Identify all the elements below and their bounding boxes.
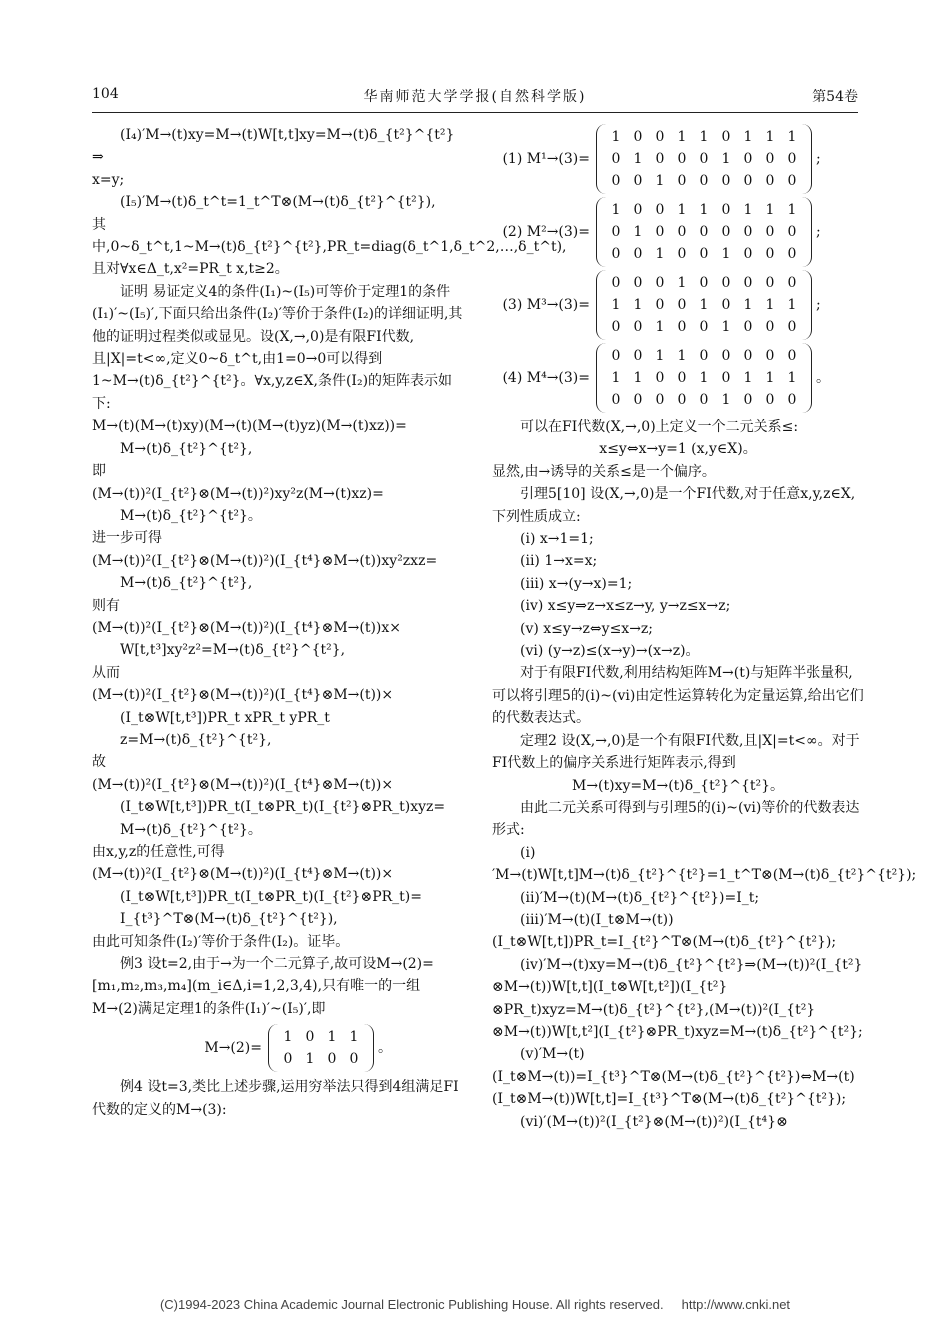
matrix-entry: 0 xyxy=(743,392,753,408)
paragraph: x≤y⇔x→y=1 (x,y∈X)。 xyxy=(599,441,757,458)
matrix-entry: 0 xyxy=(633,348,643,364)
matrix-entry: 0 xyxy=(677,246,687,262)
matrix-row xyxy=(605,389,803,411)
matrix-entry: 0 xyxy=(633,202,643,218)
matrix-entry: 0 xyxy=(787,224,797,240)
matrix-end: ; xyxy=(816,296,821,313)
matrix-entry: 0 xyxy=(349,1051,359,1068)
matrix-entry: 0 xyxy=(765,275,775,291)
page-number: 104 xyxy=(92,86,119,102)
matrix-row xyxy=(605,294,803,316)
matrix-entry: 1 xyxy=(765,129,775,145)
matrix-entry: 0 xyxy=(633,129,643,145)
matrix-entry: 0 xyxy=(699,224,709,240)
matrix-row xyxy=(605,170,803,192)
paragraph: M→(t)δ_{t²}^{t²}。 xyxy=(120,821,262,838)
matrix-entry: 0 xyxy=(655,129,665,145)
matrix-row xyxy=(605,272,803,294)
paragraph: 定理2 设(X,→,0)是一个有限FI代数,且|X|=t<∞。对于FI代数上的偏序关系进行矩阵表示,得到 xyxy=(492,732,860,772)
matrix-entry: 0 xyxy=(721,202,731,218)
matrix-entry: 0 xyxy=(611,392,621,408)
matrix-label: (2) M²→(3)= xyxy=(502,223,590,240)
paragraph: 由此二元关系可得到与引理5的(i)~(vi)等价的代数表达形式: xyxy=(492,799,860,839)
matrix-entry: 1 xyxy=(699,370,709,386)
matrix-row xyxy=(605,367,803,389)
paragraph: M→(t)δ_{t²}^{t²}。 xyxy=(120,507,262,524)
matrix-entry: 0 xyxy=(677,370,687,386)
paragraph: 从而 xyxy=(92,664,120,681)
matrix-label: (3) M³→(3)= xyxy=(502,296,590,313)
matrix-row xyxy=(605,126,803,148)
matrix-entry: 1 xyxy=(611,202,621,218)
matrix-entry: 1 xyxy=(699,129,709,145)
paragraph: M→(t)δ_{t²}^{t²}, xyxy=(120,575,253,592)
matrix-label: (1) M¹→(3)= xyxy=(502,150,590,167)
structure-matrix-2 xyxy=(492,197,864,267)
matrix-entry: 0 xyxy=(655,275,665,291)
matrix-entry: 0 xyxy=(787,173,797,189)
matrix-entry: 0 xyxy=(633,319,643,335)
matrix-entry: 1 xyxy=(743,129,753,145)
matrix-entry: 1 xyxy=(655,319,665,335)
matrix-entry: 1 xyxy=(305,1051,315,1068)
example3-matrix-end: 。 xyxy=(378,1040,392,1057)
copyright-footer xyxy=(0,1297,950,1312)
matrix-entry: 0 xyxy=(655,370,665,386)
matrix-entry: 0 xyxy=(611,224,621,240)
matrix-entry: 1 xyxy=(655,348,665,364)
matrix-entry: 0 xyxy=(633,392,643,408)
matrix-entry: 1 xyxy=(633,224,643,240)
matrix-entry: 0 xyxy=(633,275,643,291)
paragraph: (v) x≤y→z⇔y≤x→z; xyxy=(520,620,654,637)
matrix-entry: 0 xyxy=(743,319,753,335)
paragraph: 证明 易证定义4的条件(I₁)~(I₅)可等价于定理1的条件(I₁)′~(I₅)′,下面只给出条件(I₂)′等价于条件(I₂)的详细证明,其他的证明过程类似或显见。设(X,→,0)是有限FI代数,且|X|=t<∞,定义0~δ_t^t,由1=0→0可以得到1~M→(t)δ_{t²}^{t²}。∀x,y,z∈X,条件(I₂)的矩阵表示如下: xyxy=(92,283,463,412)
matrix-entry: 0 xyxy=(611,348,621,364)
matrix-entry: 1 xyxy=(677,202,687,218)
matrix-entry: 1 xyxy=(633,297,643,313)
matrix-entry: 0 xyxy=(655,224,665,240)
matrix-entry: 0 xyxy=(677,224,687,240)
matrix-entry: 0 xyxy=(677,297,687,313)
matrix-entry: 1 xyxy=(677,275,687,291)
matrix-row xyxy=(605,199,803,221)
paragraph: 其中,0~δ_t^t,1~M→(t)δ_{t²}^{t²},PR_t=diag(δ_t^1,δ_t^2,…,δ_t^t), xyxy=(92,216,567,256)
paragraph: 即 xyxy=(92,463,106,480)
matrix-entry: 0 xyxy=(633,173,643,189)
paragraph: W[t,t³]xy²z²=M→(t)δ_{t²}^{t²}, xyxy=(120,642,346,659)
matrix-entry: 0 xyxy=(787,246,797,262)
matrix-entry: 0 xyxy=(743,275,753,291)
paragraph: (M→(t))²(I_{t²}⊗(M→(t))²)(I_{t⁴}⊗M→(t))x× xyxy=(92,619,402,636)
paragraph: M→(t)δ_{t²}^{t²}, xyxy=(120,440,253,457)
paragraph: 对于有限FI代数,利用结构矩阵M→(t)与矩阵半张量积,可以将引理5的(i)~(vi)由定性运算转化为定量运算,给出它们的代数表达式。 xyxy=(492,665,864,727)
matrix-entry: 0 xyxy=(611,275,621,291)
matrix-entry: 0 xyxy=(611,151,621,167)
paragraph: (iii) x→(y→x)=1; xyxy=(520,575,633,592)
paragraph: (v)′M→(t)(I_t⊗M→(t))=I_{t³}^T⊗(M→(t)δ_{t²}^{t²})⇔M→(t)(I_t⊗M→(t))W[t,t]=I_{t³}^T⊗(M→(t)δ_{t²}^{t²}); xyxy=(492,1046,855,1108)
matrix-entry: 1 xyxy=(699,297,709,313)
matrix-entry: 0 xyxy=(765,246,775,262)
structure-matrix-3 xyxy=(492,270,864,340)
matrix-entry: 1 xyxy=(677,129,687,145)
matrix-entry: 0 xyxy=(655,297,665,313)
matrix-entry: 0 xyxy=(765,392,775,408)
paragraph: (M→(t))²(I_{t²}⊗(M→(t))²)(I_{t⁴}⊗M→(t))× xyxy=(92,866,394,883)
copyright-text: (C)1994-2023 China Academic Journal Electronic Publishing House. All rights reserved. xyxy=(159,1297,664,1312)
matrix-entry: 0 xyxy=(611,246,621,262)
matrix-entry: 1 xyxy=(787,297,797,313)
matrix-entry: 0 xyxy=(699,151,709,167)
paragraph: (M→(t))²(I_{t²}⊗(M→(t))²)(I_{t⁴}⊗M→(t))× xyxy=(92,687,394,704)
paragraph: (I_t⊗W[t,t³])PR_t(I_t⊗PR_t)(I_{t²}⊗PR_t)xyz= xyxy=(120,799,446,816)
paragraph: M→(t)(M→(t)xy)(M→(t)(M→(t)yz)(M→(t)xz))= xyxy=(92,418,407,435)
matrix-entry: 0 xyxy=(765,348,775,364)
matrix-entry: 0 xyxy=(743,348,753,364)
paragraph: 故 xyxy=(92,754,106,771)
paragraph: 显然,由→诱导的关系≤是一个偏序。 xyxy=(492,463,716,480)
journal-title: 华南师范大学学报(自然科学版) xyxy=(363,89,587,105)
matrix-entry: 1 xyxy=(743,202,753,218)
paragraph: 由x,y,z的任意性,可得 xyxy=(92,844,225,860)
paragraph: (I_t⊗W[t,t³])PR_t(I_t⊗PR_t)(I_{t²}⊗PR_t)= xyxy=(120,888,422,905)
matrix-entry: 0 xyxy=(721,224,731,240)
matrix-entry: 1 xyxy=(327,1029,337,1046)
matrix-entry: 0 xyxy=(721,173,731,189)
matrix-end: ; xyxy=(816,150,821,167)
paragraph: (M→(t))²(I_{t²}⊗(M→(t))²)xy²z(M→(t)xz)= xyxy=(92,485,384,502)
paragraph: 进一步可得 xyxy=(92,530,162,547)
paragraph: x=y; xyxy=(92,171,125,188)
matrix-entry: 0 xyxy=(611,173,621,189)
paragraph: (vi)′(M→(t))²(I_{t²}⊗(M→(t))²)(I_{t⁴}⊗ xyxy=(520,1113,788,1130)
matrix-entry: 0 xyxy=(699,246,709,262)
paragraph: (ii) 1→x=x; xyxy=(520,553,598,570)
matrix-entry: 1 xyxy=(677,348,687,364)
matrix-entry: 0 xyxy=(305,1029,315,1046)
matrix-entry: 1 xyxy=(349,1029,359,1046)
matrix-entry: 1 xyxy=(787,202,797,218)
matrix-entry: 0 xyxy=(765,173,775,189)
matrix-entry: 1 xyxy=(611,370,621,386)
paragraph: 则有 xyxy=(92,597,120,614)
paragraph: (M→(t))²(I_{t²}⊗(M→(t))²)(I_{t⁴}⊗M→(t))xy²zxz= xyxy=(92,552,438,569)
paragraph: (iii)′M→(t)(I_t⊗M→(t))(I_t⊗W[t,t])PR_t=I_{t²}^T⊗(M→(t)δ_{t²}^{t²}); xyxy=(492,911,837,951)
running-header xyxy=(92,86,858,110)
matrix-entry: 1 xyxy=(611,297,621,313)
matrix-body xyxy=(596,197,812,267)
paragraph: (M→(t))²(I_{t²}⊗(M→(t))²)(I_{t⁴}⊗M→(t))× xyxy=(92,776,394,793)
matrix-entry: 0 xyxy=(765,319,775,335)
matrix-entry: 1 xyxy=(721,392,731,408)
paragraph: (iv) x≤y⇒z→x≤z→y, y→z≤x→z; xyxy=(520,598,731,615)
matrix-end: ; xyxy=(816,223,821,240)
matrix-entry: 1 xyxy=(743,370,753,386)
paragraph: 且对∀x∈Δ_t,x²=PR_t x,t≥2。 xyxy=(92,261,289,278)
paragraph: (iv)′M→(t)xy=M→(t)δ_{t²}^{t²}⇒(M→(t))²(I_{t²}⊗M→(t))W[t,t](I_t⊗W[t,t²])(I_{t²}⊗PR_t)xyz=M→(t)δ_{t²}^{t²},(M→(t))²(I_{t²}⊗M→(t))W[t,t²](I_{t²}⊗PR_t)xyz=M→(t)δ_{t²}^{t²}; xyxy=(492,956,863,1040)
matrix-entry: 0 xyxy=(699,348,709,364)
structure-matrix-4 xyxy=(492,343,864,413)
paragraph: (ii)′M→(t)(M→(t)δ_{t²}^{t²})=I_t; xyxy=(520,889,760,906)
matrix-entry: 1 xyxy=(787,370,797,386)
paragraph: 引理5[10] 设(X,→,0)是一个FI代数,对于任意x,y,z∈X,下列性质成立: xyxy=(492,486,856,525)
matrix-body xyxy=(596,124,812,194)
matrix-entry: 0 xyxy=(787,151,797,167)
matrix-row xyxy=(605,316,803,338)
matrix-entry: 0 xyxy=(743,151,753,167)
paragraph: (vi) (y→z)≤(x→y)→(x→z)。 xyxy=(520,643,700,660)
matrix-entry: 1 xyxy=(765,370,775,386)
header-rule xyxy=(92,112,858,113)
matrix-entry: 0 xyxy=(677,392,687,408)
paragraph: (I_t⊗W[t,t³])PR_t xPR_t yPR_t z=M→(t)δ_{t²}^{t²}, xyxy=(120,709,330,748)
matrix-entry: 1 xyxy=(633,151,643,167)
matrix-entry: 0 xyxy=(743,246,753,262)
matrix-row xyxy=(277,1048,365,1070)
matrix-entry: 1 xyxy=(611,129,621,145)
matrix-entry: 1 xyxy=(633,370,643,386)
matrix-entry: 0 xyxy=(327,1051,337,1068)
paragraph: 由此可知条件(I₂)′等价于条件(I₂)。证毕。 xyxy=(92,933,350,950)
matrix-row xyxy=(605,148,803,170)
matrix-entry: 0 xyxy=(699,392,709,408)
volume-label: 第54卷 xyxy=(812,89,858,105)
matrix-entry: 0 xyxy=(283,1051,293,1068)
matrix-body xyxy=(268,1024,374,1072)
matrix-entry: 0 xyxy=(721,370,731,386)
example3-matrix-label: M→(2)= xyxy=(204,1040,262,1057)
matrix-entry: 0 xyxy=(655,392,665,408)
example3-matrix xyxy=(92,1024,464,1072)
matrix-row xyxy=(605,243,803,265)
matrix-row xyxy=(277,1026,365,1048)
paragraph: 例3 设t=2,由于→为一个二元算子,故可设M→(2)=[m₁,m₂,m₃,m₄](m_i∈Δ,i=1,2,3,4),只有唯一的一组M→(2)满足定理1的条件(I₁)′~(I₅)′,即 xyxy=(92,956,434,1017)
paragraph: (I₄)′M→(t)xy=M→(t)W[t,t]xy=M→(t)δ_{t²}^{t²}⇒ xyxy=(92,127,455,166)
matrix-entry: 0 xyxy=(787,319,797,335)
paragraph: (i)′M→(t)W[t,t]M→(t)δ_{t²}^{t²}=1_t^T⊗(M→(t)δ_{t²}^{t²}); xyxy=(492,844,917,884)
matrix-entry: 0 xyxy=(787,348,797,364)
paragraph: 例4 设t=3,类比上述步骤,运用穷举法只得到4组满足FI代数的定义的M→(3): xyxy=(92,1079,459,1118)
matrix-entry: 0 xyxy=(677,173,687,189)
matrix-entry: 0 xyxy=(721,275,731,291)
matrix-entry: 0 xyxy=(721,129,731,145)
paragraph: (i) x→1=1; xyxy=(520,531,594,548)
matrix-entry: 0 xyxy=(765,151,775,167)
matrix-entry: 0 xyxy=(699,275,709,291)
matrix-row xyxy=(605,221,803,243)
matrix-entry: 1 xyxy=(743,297,753,313)
matrix-entry: 1 xyxy=(721,319,731,335)
paragraph: M→(t)xy=M→(t)δ_{t²}^{t²}。 xyxy=(571,777,785,794)
matrix-entry: 0 xyxy=(787,392,797,408)
matrix-entry: 0 xyxy=(655,151,665,167)
cnki-url[interactable]: http://www.cnki.net xyxy=(681,1297,791,1312)
matrix-entry: 1 xyxy=(765,297,775,313)
matrix-entry: 1 xyxy=(721,246,731,262)
matrix-entry: 1 xyxy=(283,1029,293,1046)
matrix-entry: 0 xyxy=(721,297,731,313)
matrix-entry: 0 xyxy=(633,246,643,262)
matrix-label: (4) M⁴→(3)= xyxy=(502,369,590,386)
matrix-body xyxy=(596,343,812,413)
matrix-entry: 0 xyxy=(765,224,775,240)
matrix-body xyxy=(596,270,812,340)
matrix-entry: 0 xyxy=(721,348,731,364)
paragraph: 可以在FI代数(X,→,0)上定义一个二元关系≤: xyxy=(520,419,799,435)
matrix-entry: 1 xyxy=(721,151,731,167)
matrix-entry: 0 xyxy=(699,319,709,335)
matrix-entry: 0 xyxy=(699,173,709,189)
matrix-entry: 0 xyxy=(677,151,687,167)
structure-matrix-1 xyxy=(492,124,864,194)
matrix-entry: 1 xyxy=(699,202,709,218)
matrix-end: 。 xyxy=(816,369,830,386)
matrix-row xyxy=(605,345,803,367)
matrix-entry: 0 xyxy=(611,319,621,335)
matrix-entry: 0 xyxy=(743,224,753,240)
matrix-entry: 0 xyxy=(655,202,665,218)
right-column xyxy=(492,124,917,1133)
matrix-entry: 1 xyxy=(655,246,665,262)
matrix-entry: 1 xyxy=(765,202,775,218)
matrix-entry: 0 xyxy=(743,173,753,189)
paragraph: (I₅)′M→(t)δ_t^t=1_t^T⊗(M→(t)δ_{t²}^{t²}), xyxy=(120,194,436,211)
matrix-entry: 0 xyxy=(787,275,797,291)
paragraph: I_{t³}^T⊗(M→(t)δ_{t²}^{t²}), xyxy=(120,911,338,928)
matrix-entry: 1 xyxy=(655,173,665,189)
matrix-entry: 0 xyxy=(677,319,687,335)
matrix-entry: 1 xyxy=(787,129,797,145)
